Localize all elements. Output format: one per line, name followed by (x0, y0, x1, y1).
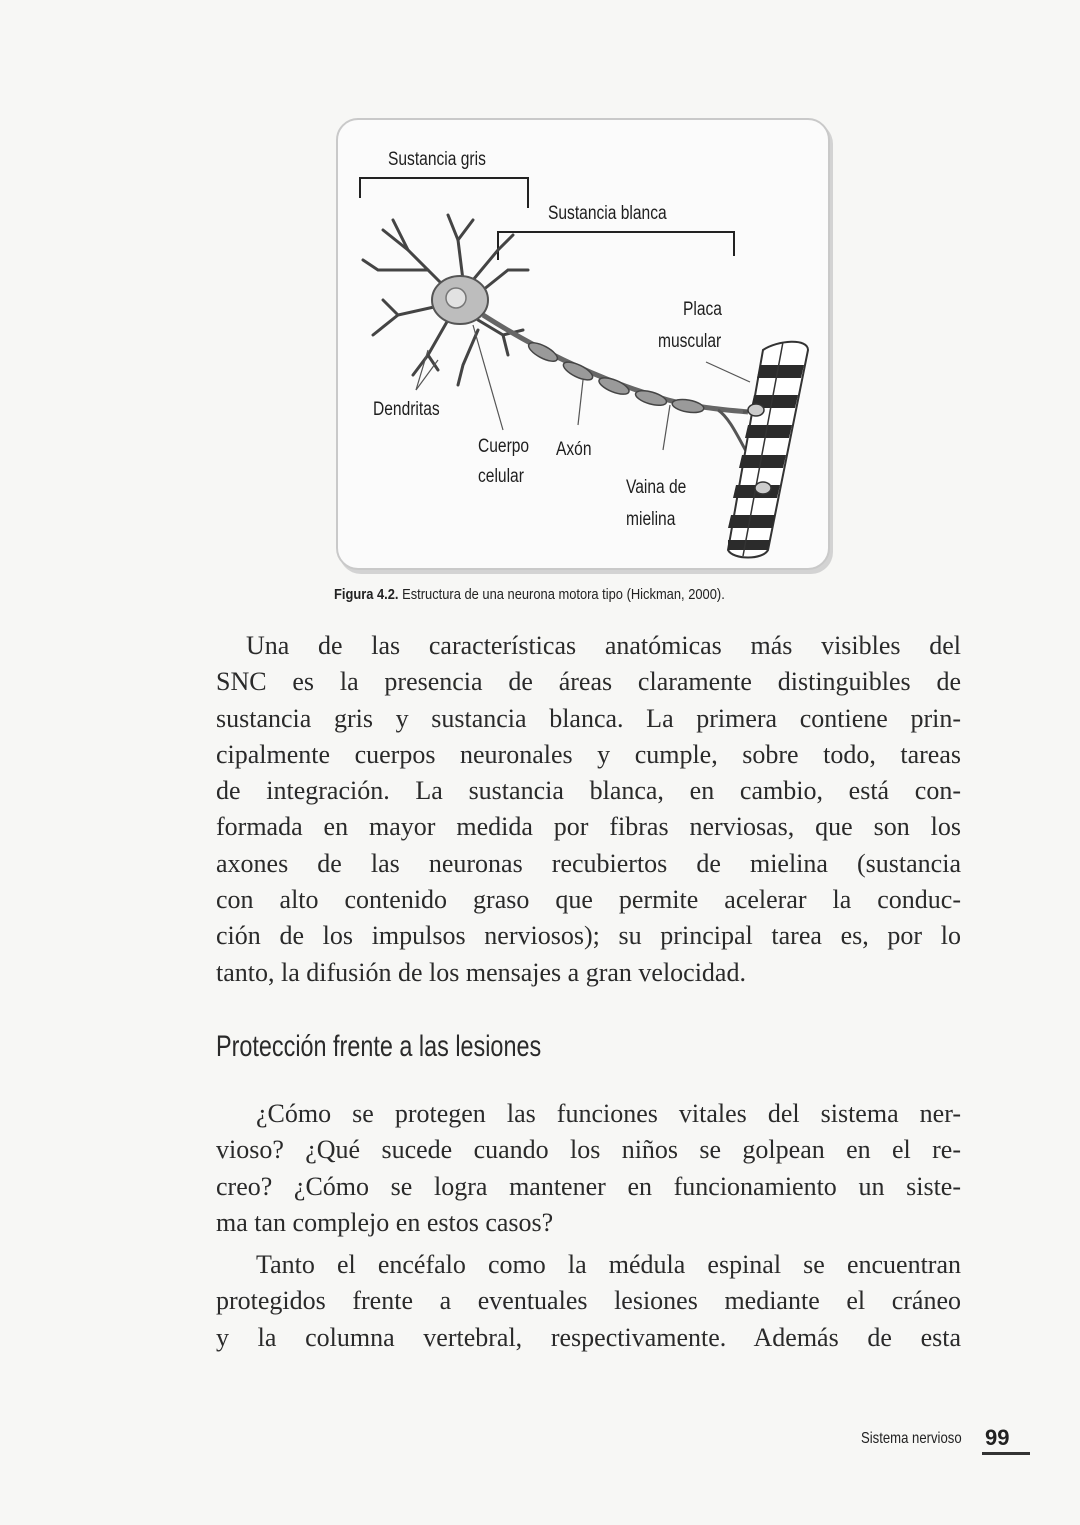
text-line: ción de los impulsos nerviosos); su principal tarea es, por lo (216, 921, 961, 951)
text-line: ma tan complejo en estos casos? (216, 1207, 554, 1237)
gray-matter-bracket (360, 178, 528, 208)
white-matter-bracket (498, 232, 734, 260)
text-line: y la columna vertebral, respectivamente. Además de esta (216, 1322, 961, 1352)
text-line: tanto, la difusión de los mensajes a gran velocidad. (216, 957, 746, 987)
muscle-fiber-shape (728, 342, 808, 558)
cell-body-label-line2: celular (478, 466, 524, 487)
text-line: con alto contenido graso que permite acelerar la conduc- (216, 885, 961, 915)
myelin-label-line1: Vaina de (626, 477, 687, 498)
nucleus-shape (446, 288, 466, 308)
text-line: axones de las neuronas recubiertos de mielina (sustancia (216, 848, 961, 878)
text-line: sustancia gris y sustancia blanca. La primera contiene prin- (216, 703, 961, 733)
cell-body-label-line1: Cuerpo (478, 436, 530, 457)
neuron-figure (336, 118, 830, 570)
section-heading: Protección frente a las lesiones (216, 1030, 542, 1063)
text-line: SNC es la presencia de áreas claramente distinguibles de (216, 667, 961, 697)
text-line: cipalmente cuerpos neuronales y cumple, sobre todo, tareas (216, 739, 961, 769)
text-line: creo? ¿Cómo se logra mantener en funcionamiento un siste- (216, 1171, 961, 1201)
myelin-label-line2: mielina (626, 509, 676, 530)
page-number: 99 (985, 1425, 1010, 1450)
paragraph-protection (216, 1247, 961, 1356)
page-number-rule (982, 1452, 1030, 1455)
text-line: Una de las características anatómicas más visibles del (246, 631, 961, 660)
text-line: Tanto el encéfalo como la médula espinal se encuentran (256, 1250, 961, 1279)
axon-label: Axón (556, 439, 592, 460)
gray-matter-label: Sustancia gris (388, 149, 486, 170)
paragraph-questions (216, 1096, 961, 1241)
text-line: de integración. La sustancia blanca, en cambio, está con- (216, 776, 961, 806)
dendrites-label: Dendritas (373, 399, 440, 420)
text-line: vioso? ¿Qué sucede cuando los niños se golpean en el re- (216, 1135, 961, 1165)
muscle-plate-label-line1: Placa (683, 299, 722, 320)
muscle-plate-label-line2: muscular (658, 331, 722, 352)
text-line: formada en mayor medida por fibras nerviosas, que son los (216, 812, 961, 842)
text-line: protegidos frente a eventuales lesiones mediante el cráneo (216, 1286, 961, 1316)
paragraph-white-gray-matter (216, 628, 961, 991)
figure-caption (334, 586, 725, 603)
running-footer-section: Sistema nervioso (861, 1430, 962, 1447)
figure-number: Figura 4.2. (334, 586, 399, 603)
white-matter-label: Sustancia blanca (548, 203, 667, 224)
text-line: ¿Cómo se protegen las funciones vitales del sistema ner- (256, 1099, 961, 1128)
figure-caption-text: Estructura de una neurona motora tipo (Hickman, 2000). (398, 586, 725, 603)
neuron-diagram (338, 120, 828, 568)
